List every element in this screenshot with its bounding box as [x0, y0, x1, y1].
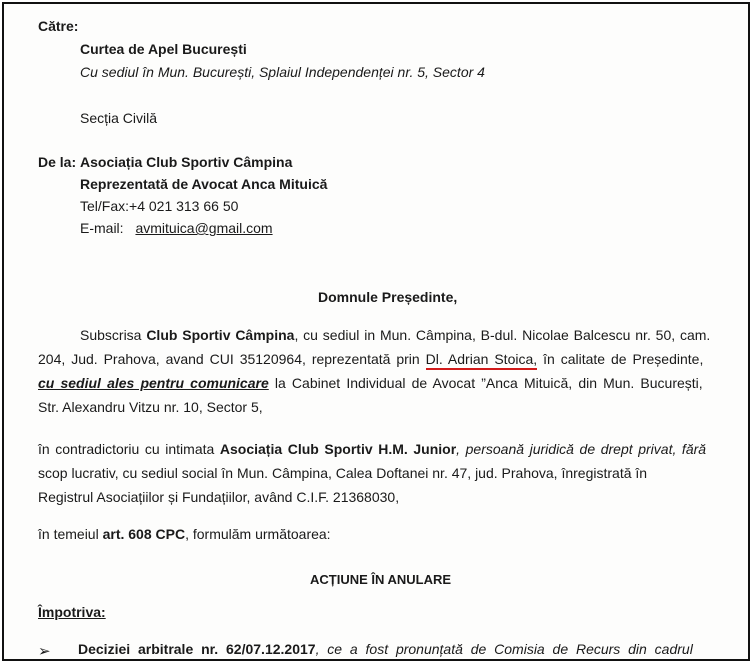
paragraph2-line3: Registrul Asociațiilor și Fundațiilor, având C.I.F. 21368030,: [38, 489, 400, 505]
paragraph2-line2: scop lucrativ, cu sediul social în Mun. Câmpina, Calea Doftanei nr. 47, jud. Prahova, înregistrată în: [38, 465, 648, 481]
p1-text: Subscrisa: [80, 327, 147, 343]
email-link[interactable]: avmituica@gmail.com: [135, 220, 273, 236]
action-title: ACȚIUNE ÎN ANULARE: [310, 572, 452, 587]
bullet-text: , ce a fost pronunțată de Comisia de Recurs din cadrul: [315, 641, 693, 657]
paragraph2-line1: [38, 441, 706, 458]
p1-club-name: Club Sportiv Câmpina: [146, 327, 295, 343]
p1-text: la Cabinet Individual de Avocat ”Anca Mituică, din Mun. București,: [268, 375, 703, 391]
paragraph3: [38, 526, 331, 543]
document-page: [2, 2, 750, 661]
salutation: Domnule Președinte,: [318, 289, 458, 305]
court-address: Cu sediul în Mun. București, Splaiul Independenței nr. 5, Sector 4: [80, 64, 485, 80]
court-section: Secția Civilă: [80, 110, 158, 126]
p3-legal-article: art. 608 CPC: [102, 526, 186, 542]
p1-text: , cu sediul in Mun. Câmpina, B-dul. Nicolae Balcescu nr. 50, cam.: [294, 327, 711, 343]
red-underline-mark: [426, 368, 538, 370]
paragraph1-line3: [38, 375, 703, 392]
bullet-item: [78, 641, 693, 658]
from-label: De la:: [38, 154, 77, 170]
p3-text: , formulăm următoarea:: [185, 526, 331, 542]
p2-text: în contradictoriu cu intimata: [38, 441, 220, 457]
p1-text: 204, Jud. Prahova, avand CUI 35120964, reprezentată prin: [38, 351, 426, 367]
email-label: E-mail:: [80, 220, 124, 236]
p1-chosen-domicile: cu sediul ales pentru comunicare: [38, 375, 269, 391]
paragraph1-line2: [38, 351, 703, 368]
paragraph1-line4: Str. Alexandru Vitzu nr. 10, Sector 5,: [38, 399, 263, 415]
sender-phone: Tel/Fax:+4 021 313 66 50: [80, 198, 239, 214]
p1-text: , în calitate de Președinte,: [533, 351, 704, 367]
sender-represented-by: Reprezentată de Avocat Anca Mituică: [80, 176, 328, 192]
arbitral-decision: Deciziei arbitrale nr. 62/07.12.2017: [78, 641, 316, 657]
bullet-arrow-icon: ➢: [38, 643, 51, 660]
p2-text: , persoană juridică de drept privat, fără: [456, 441, 707, 457]
paragraph1-line1: [80, 327, 710, 344]
sender-email-row: [80, 220, 273, 237]
representative-name: Dl. Adrian Stoica: [425, 351, 534, 367]
to-label: Către:: [38, 18, 79, 34]
p2-respondent-name: Asociația Club Sportiv H.M. Junior: [219, 441, 457, 457]
p3-text: în temeiul: [38, 526, 103, 542]
court-name: Curtea de Apel București: [80, 41, 247, 57]
sender-org-name: Asociația Club Sportiv Câmpina: [80, 154, 293, 170]
against-label: Împotriva:: [38, 604, 106, 620]
